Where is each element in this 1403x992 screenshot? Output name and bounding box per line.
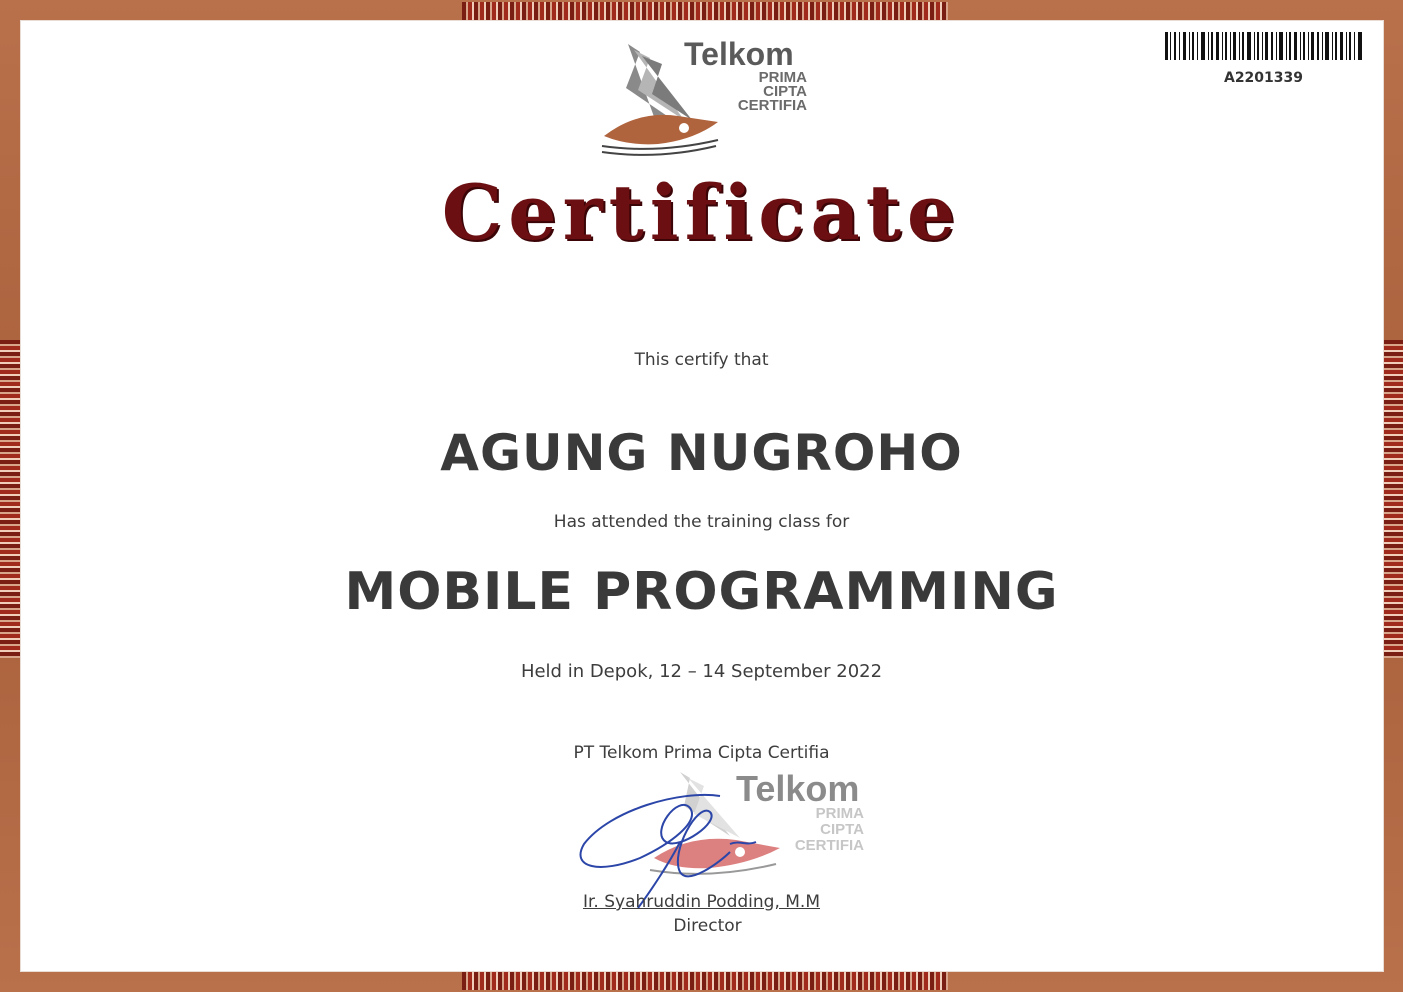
issuer-name: PT Telkom Prima Cipta Certifia xyxy=(573,743,830,763)
logo-sub-prima: PRIMA xyxy=(758,69,807,86)
serial-number: A2201339 xyxy=(1223,70,1304,86)
attended-text: Has attended the training class for xyxy=(553,512,850,532)
signatory-name: Ir. Syahruddin Podding, M.M xyxy=(582,892,820,912)
stamp-sub-certifia: CERTIFIA xyxy=(794,837,864,854)
company-logo xyxy=(598,36,813,161)
logo-sub-certifia: CERTIFIA xyxy=(737,97,807,114)
top-ornament xyxy=(462,2,948,20)
certify-text: This certify that xyxy=(634,350,769,370)
logo-sub-cipta: CIPTA xyxy=(763,83,807,100)
course-name: MOBILE PROGRAMMING xyxy=(344,562,1059,622)
bottom-ornament xyxy=(462,972,948,990)
stamp-brand: Telkom xyxy=(736,768,860,809)
recipient-name: AGUNG NUGROHO xyxy=(440,424,963,482)
barcode-icon xyxy=(1165,32,1362,60)
certificate-title: Certificate xyxy=(441,168,962,257)
stamp-sub-cipta: CIPTA xyxy=(820,821,864,838)
logo-brand: Telkom xyxy=(684,36,794,72)
stamp-sub-prima: PRIMA xyxy=(815,805,864,822)
signatory-role: Director xyxy=(673,916,742,936)
held-text: Held in Depok, 12 – 14 September 2022 xyxy=(520,661,883,682)
